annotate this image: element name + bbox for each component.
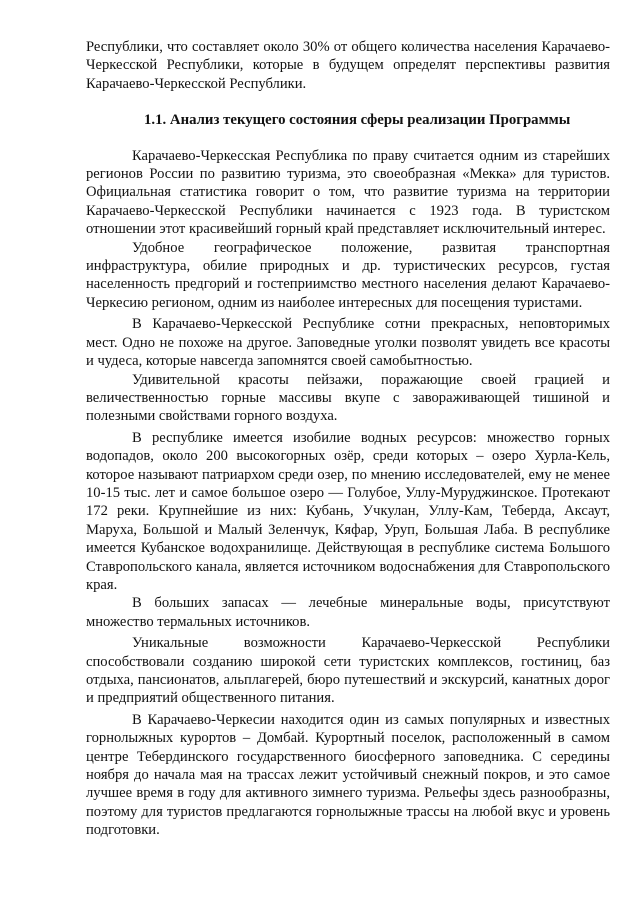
paragraph-water-resources: В республике имеется изобилие водных ресурсов: множество горных водопадов, около 200 высокогорных озёр, среди которых – озеро Хурла-Кель, которое называют патриархом среди озер, по мнению исследователей, ему не менее 10-15 тыс. лет и самое большое озеро — Голубое, Уллу-Муруджинское. Протекают 172 реки. Крупнейшие из них: Кубань, Учкулан, Уллу-Кам, Теберда, Аксаут, Маруха, Большой и Малый Зеленчук, Кяфар, Уруп, Большая Лаба. В республике имеется Кубанское водохранилище. Действующая в республике система Большого Ставропольского канала, является источником водоснабжения для Ставропольского края. [86,429,610,593]
paragraph-dombay: В Карачаево-Черкесии находится один из самых популярных и известных горнолыжных курортов – Домбай. Курортный поселок, расположенный в самом центре Тебердинского государственного биосферного заповедника. С середины ноября до начала мая на трассах лежит устойчивый снежный покров, и это самое лучшее время в году для активного зимнего туризма. Рельефы здесь разнообразны, поэтому для туристов предлагаются горнолыжные трассы на любой вкус и уровень подготовки. [86,711,610,839]
section-heading: 1.1. Анализ текущего состояния сферы реализации Программы [144,112,571,129]
paragraph-history: Карачаево-Черкесская Республика по праву считается одним из старейших регионов России по развитию туризма, это своеобразная «Мекка» для туристов. Официальная статистика говорит о том, что развитие туризма на территории Карачаево-Черкесской Республики начинается с 1923 года. В туристском отношении этот красивейший горный край представляет исключительный интерес. [86,147,610,238]
paragraph-places: В Карачаево-Черкесской Республике сотни прекрасных, неповторимых мест. Одно не похоже на другое. Заповедные уголки позволят увидеть все красоты и чудеса, которые навсегда запомнятся своей самобытностью. [86,316,610,370]
paragraph-mineral-waters: В больших запасах — лечебные минеральные воды, присутствуют множество термальных источников. [86,595,610,630]
paragraph-infrastructure: Уникальные возможности Карачаево-Черкесской Республики способствовали созданию широкой сети туристских комплексов, гостиниц, баз отдыха, пансионатов, альплагерей, бюро путешествий и экскурсий, канатных дорог и предприятий общественного питания. [86,635,610,707]
paragraph-landscapes: Удивительной красоты пейзажи, поражающие своей грацией и величественностью горные массивы вкупе с завораживающей тишиной и полезными свойствами горного воздуха. [86,371,610,425]
paragraph-geography: Удобное географическое положение, развитая транспортная инфраструктура, обилие природных и др. туристических ресурсов, густая населенность предгорий и гостеприимство местного населения делают Карачаево-Черкесию регионом, одним из наиболее интересных для посещения туристами. [86,239,610,311]
document-body [86,38,610,840]
continuation-paragraph: Республики, что составляет около 30% от общего количества населения Карачаево-Черкесской Республики, которые в будущем определят перспективы развития Карачаево-Черкесской Республики. [86,39,610,92]
